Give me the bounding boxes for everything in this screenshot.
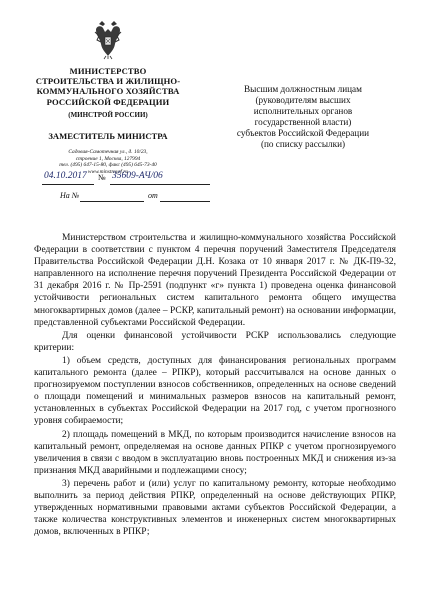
coat-of-arms-icon	[93, 20, 123, 60]
address-line: Садовая-Самотечная ул., д. 10/23,	[68, 148, 148, 155]
body-paragraph: 2) площадь помещений в МКД, по которым производится начисление взносов на капитальный ремонт, определяемая на основе данных РПКР с учетом прогнозируемого увеличения в связи с вводом в эксплуатацию вновь построенных МКД и снижения из-за признания МКД аварийными и подлежащими сносу;	[34, 429, 396, 476]
registration-line	[42, 172, 212, 186]
ref-prefix: На №	[60, 191, 80, 200]
org-name	[28, 66, 188, 107]
body-paragraph: Для оценки финансовой устойчивости РСКР использовались следующие критерии:	[34, 330, 396, 353]
body-paragraph: 1) объем средств, доступных для финансирования региональных программ капитального ремонта (далее – РПКР), который рассчитывался на основе данных о прогнозируемом поступлении взносов собственников, определенных на основе сведений о площади помещений и минимальных размеров взносов на капитальный ремонт, установленных в субъектах Российской Федерации на 2017 год, с учетом прогнозного уровня собираемости;	[34, 355, 396, 427]
org-line: СТРОИТЕЛЬСТВА И ЖИЛИЩНО-	[35, 76, 181, 87]
addressee-line: Высшим должностным лицам	[244, 84, 362, 94]
address-line: www.minstroyrf.ru	[87, 168, 129, 175]
addressee-line: государственной власти)	[254, 117, 352, 127]
body-paragraph: 3) перечень работ и (или) услуг по капитальному ремонту, которые необходимо выполнить за период действия РПКР, определенный на основе действующих РПКР, утвержденных нормативными правовыми актами субъектов Российской Федерации, а также количества конструктивных элементов и инженерных систем многоквартирных домов, включенных в РПКР;	[34, 478, 396, 538]
body-paragraph: Министерством строительства и жилищно-коммунального хозяйства Российской Федерации в соответствии с пунктом 4 перечня поручений Заместителя Председателя Правительства Российской Федерации Д.Н. Козака от 10 января 2017 г. № ДК-П9-32, направленного на исполнение перечня поручений Президента Российской Федерации от 31 декабря 2016 г. № Пр-2591 (подпункт «г» пункта 1) проведена оценка финансовой устойчивости региональных систем капитального ремонта общего имущества многоквартирных домов (далее – РСКР, капитальный ремонт) на основании информации, представленной субъектами Российской Федерации.	[34, 233, 396, 328]
registration-number: 35609-АЧ/06	[112, 171, 163, 181]
addressee-line: субъектов Российской Федерации	[236, 128, 370, 138]
ref-date-underline	[160, 201, 210, 202]
reference-line	[60, 191, 210, 203]
addressee-block	[218, 84, 388, 150]
signatory-position: ЗАМЕСТИТЕЛЬ МИНИСТРА	[48, 130, 168, 141]
address-line: строение 1, Москва, 127994	[75, 155, 141, 162]
addressee-line: исполнительных органов	[253, 106, 353, 116]
addressee-line: (по списку рассылки)	[260, 139, 346, 149]
letterhead	[28, 20, 188, 176]
registration-date: 04.10.2017	[44, 171, 87, 181]
letter-body	[34, 232, 396, 538]
ref-from: от	[148, 191, 158, 200]
addressee-line: (руководителям высших	[255, 95, 351, 105]
org-line: КОММУНАЛЬНОГО ХОЗЯЙСТВА	[36, 86, 180, 97]
number-underline	[110, 184, 210, 185]
ref-number-underline	[80, 201, 144, 202]
org-short-name: (МИНСТРОЙ РОССИИ)	[68, 110, 148, 119]
number-prefix: №	[98, 173, 106, 182]
org-line: МИНИСТЕРСТВО	[69, 66, 147, 76]
address-line: тел. (495) 647-15-80, факс (495) 645-73-40	[59, 162, 157, 169]
date-underline	[42, 184, 94, 185]
org-line: РОССИЙСКОЙ ФЕДЕРАЦИИ	[46, 96, 170, 107]
